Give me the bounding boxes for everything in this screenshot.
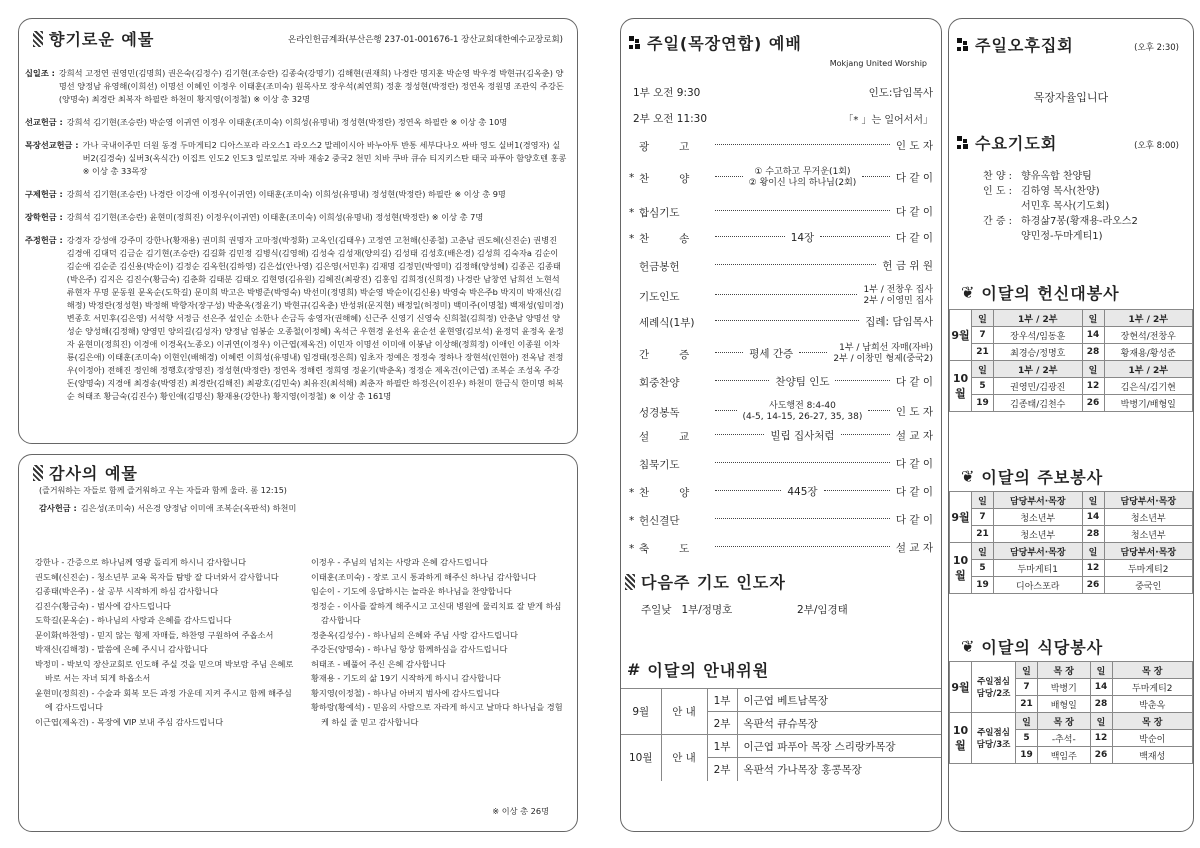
table-cell: 12	[1082, 560, 1104, 577]
table-cell: 백임주	[1038, 747, 1091, 764]
worship-item-leader: 다 같 이	[895, 514, 933, 526]
thanks-entry: 정정순 - 이사를 잘하게 해주시고 고신대 병원에 물리치료 잘 받게 하심 감사합니다	[311, 600, 562, 625]
wednesday-line-value: 김하영 목사(찬양)	[1021, 186, 1100, 197]
wednesday-line-key: 인 도 :	[983, 186, 1013, 197]
wednesday-line-value: 양민정-두마게티1)	[1021, 231, 1103, 242]
header-cell: 담당부서·목장	[1104, 543, 1193, 560]
hatch-icon	[625, 574, 635, 590]
afternoon-title: 주일오후집회	[957, 33, 1074, 56]
usher-row	[621, 689, 941, 712]
wednesday-lines	[983, 169, 1138, 244]
usher-name: 이근엽 베트남목장	[737, 689, 941, 712]
worship-item-label: 찬 송	[639, 233, 690, 245]
devotion-title: ❦ 이달의 헌신대봉사	[961, 283, 1120, 303]
worship-item-label: 세례식(1부)	[639, 317, 695, 329]
header-cell: 담당부서·목장	[994, 492, 1083, 509]
offering-category-label: 장학헌금 :	[25, 212, 63, 222]
flower-icon: ❦	[961, 467, 976, 486]
table-cell: 7	[972, 327, 994, 344]
cafeteria-table	[949, 661, 1193, 764]
table-cell: 박병기/배형일	[1104, 395, 1193, 412]
table-cell: 두마게티2	[1112, 679, 1192, 696]
thanks-left-col	[35, 555, 297, 729]
dept-cell	[972, 713, 1016, 764]
thanks-entry: 강한나 - 간증으로 하나님께 영광 돌리게 하시니 감사합니다	[35, 557, 246, 567]
table-header-row	[950, 662, 1193, 679]
dotted-leader	[715, 434, 764, 435]
stand-marker: *	[629, 486, 635, 499]
header-cell: 일	[972, 492, 994, 509]
table-cell: 황재용/황성준	[1104, 344, 1193, 361]
worship-item-leader: 다 같 이	[895, 171, 934, 184]
thanks-entry: 김진수(황금숙) - 범사에 감사드립니다	[35, 600, 171, 611]
usher-part: 1부	[707, 689, 737, 712]
offering-category-label: 십일조 :	[25, 68, 55, 78]
month-cell: 10월	[950, 713, 972, 764]
worship-item-label: 성경봉독	[639, 406, 680, 419]
worship-row	[629, 205, 933, 220]
thanks-entry: 박재신(김해정) - 말씀에 은혜 주시니 감사합니다	[35, 644, 208, 654]
hatch-icon	[33, 465, 43, 481]
month-cell: 10월	[950, 543, 972, 594]
flower-icon: ❦	[961, 283, 976, 302]
worship-row	[629, 315, 933, 330]
table-cell: 14	[1090, 679, 1112, 696]
dotted-leader	[715, 490, 781, 491]
table-cell: 12	[1082, 378, 1104, 395]
dotted-leader	[715, 236, 785, 237]
table-cell: 5	[972, 560, 994, 577]
header-cell: 목 장	[1112, 713, 1192, 730]
dotted-leader	[715, 410, 737, 411]
table-cell: 14	[1082, 327, 1104, 344]
table-cell: 7	[972, 509, 994, 526]
table-cell: 청소년부	[1104, 509, 1193, 526]
table-cell: 디아스포라	[994, 577, 1083, 594]
header-cell: 담당부서·목장	[994, 543, 1083, 560]
wednesday-line	[983, 214, 1138, 229]
table-cell: 청소년부	[994, 509, 1083, 526]
table-header-row	[950, 713, 1193, 730]
stand-marker: *	[629, 232, 635, 245]
ushers-title: # 이달의 안내위원	[627, 660, 770, 680]
dotted-leader	[715, 210, 890, 211]
offering-category	[25, 234, 567, 403]
thanks-entry: 주강돈(양명숙) - 하나님 항상 함께하심을 감사드립니다	[311, 644, 508, 654]
table-cell: 26	[1082, 395, 1104, 412]
thanks-entry: 허태조 - 베풀어 주신 은혜 감사합니다	[311, 658, 446, 669]
worship-item-detail: 빌립 집사처럼	[770, 430, 835, 442]
table-cell: 26	[1082, 577, 1104, 594]
worship-row	[629, 513, 933, 528]
wednesday-line-value: 하경삶7봉(황재용-라오스2	[1021, 216, 1138, 227]
table-cell: 21	[1016, 696, 1038, 713]
account-info: 온라인헌금계좌(부산은행 237-01-001676-1 장산교회대한예수교장로회)	[288, 35, 563, 45]
worship-item-label: 축 도	[639, 543, 690, 555]
table-cell: 배형일	[1038, 696, 1091, 713]
stand-note: 「* 」는 일어서서」	[843, 115, 933, 126]
usher-role: 안 내	[661, 735, 707, 781]
worship-item-leader: 설 교 자	[895, 542, 933, 554]
header-cell: 1부 / 2부	[994, 310, 1083, 327]
header-cell: 일	[1016, 713, 1038, 730]
usher-part: 1부	[707, 735, 737, 758]
worship-row	[629, 139, 933, 154]
offering-category-label: 구제헌금 :	[25, 189, 63, 199]
thanks-title: 감사의 예물	[33, 461, 138, 484]
afternoon-time: (오후 2:30)	[1134, 43, 1179, 53]
header-cell: 목 장	[1038, 662, 1091, 679]
table-row	[950, 378, 1193, 395]
table-cell: 19	[972, 395, 994, 412]
offering-category-names: 강희석 김기현(조승란) 윤현미(정희진) 이정우(이귀연) 이태훈(조미숙) 이희성(유명내) 정성현(박정란) ※ 이상 총 7명	[66, 212, 484, 222]
dotted-leader	[820, 236, 890, 237]
table-row	[950, 560, 1193, 577]
stand-marker: *	[629, 206, 635, 219]
header-cell: 일	[1082, 492, 1104, 509]
table-cell: 5	[972, 378, 994, 395]
offerings-box	[18, 18, 578, 444]
worship-row	[629, 343, 933, 365]
prayer-second: 2부/임경태	[797, 604, 848, 616]
month-cell: 9월	[950, 310, 972, 361]
worship-item-leader: 다 같 이	[895, 486, 934, 498]
dotted-leader	[715, 320, 859, 321]
thanks-entry: 황재용 - 기도의 삶 19기 시작하게 하시니 감사합니다	[311, 673, 501, 683]
offering-category-label: 선교헌금 :	[25, 117, 63, 127]
worship-item-leader: 1부 / 남희선 자매(자바) 2부 / 이창민 형제(중국2)	[833, 343, 934, 364]
thanks-offering-label: 감사헌금 :	[39, 503, 77, 513]
usher-part: 2부	[707, 712, 737, 735]
wednesday-line	[983, 169, 1138, 184]
prayer-first: 1부/정명호	[681, 604, 733, 616]
usher-name: 옥판석 가나목장 홍콩목장	[737, 758, 941, 781]
worship-row	[629, 375, 933, 390]
wednesday-line	[983, 229, 1138, 244]
wednesday-title: 수요기도회	[957, 131, 1057, 154]
worship-item-leader: 1부 / 전창우 집사 2부 / 이영민 집사	[863, 285, 933, 306]
worship-item-leader: 다 같 이	[895, 232, 933, 244]
table-cell: 26	[1090, 747, 1112, 764]
stand-marker: *	[629, 542, 635, 555]
dept-sub: 담당/3조	[976, 740, 1011, 750]
thanks-entry: 박정미 - 박보익 장산교회로 인도해 주실 것을 믿으며 박보람 주님 은혜로 바로 서는 자녀 되게 하옵소서	[35, 658, 294, 683]
wednesday-line-key	[983, 229, 1021, 244]
thanks-entry: 임순이 - 기도에 응답하시는 놀라운 하나님을 찬양합니다	[311, 586, 512, 596]
table-cell: 청소년부	[994, 526, 1083, 543]
header-cell: 일	[1090, 713, 1112, 730]
table-cell: 두마게티2	[1104, 560, 1193, 577]
worship-item-detail: 14장	[790, 232, 815, 244]
offering-category-names: 가나 국내이주민 더원 동경 두마게티2 디아스포라 라오스1 라오스2 말레이시아 바누아투 반통 세부다나오 싸바 영도 실버1(경영자) 실버2(김경숙) 실버3(옥식간) 이집트 인도2 인도3 일로일로 자바 재송2 중국2 천민 치바 쿠바 큐슈 티지키스탄 태국 파푸아 함양호텐 홍콩 ※ 이상 총 33목장	[82, 140, 567, 176]
usher-name: 옥판석 큐슈목장	[737, 712, 941, 735]
offering-category-names: 강희석 고정연 권영민(김명희) 권은숙(김정수) 김기현(조승란) 김종숙(강명기) 김해현(권재희) 나경란 명지훈 박순영 박우경 박현규(김옥춘) 양명선 양정남 유영해(이희선) 이명선 이혜인 이정우 이태훈(조미숙) 원목사모 장우석(최연희) 정훈 정성현(박정란) 정연옥 정원명 조관익 주강돈(양명숙) 최경란 최복자 하필란 하천미 황지영(이정철) ※ 이상 총 32명	[58, 68, 564, 104]
thanks-total: ※ 이상 총 26명	[492, 806, 549, 816]
dept-name: 주일점심	[977, 728, 1010, 738]
offering-category	[25, 211, 567, 224]
header-cell: 일	[1082, 543, 1104, 560]
table-cell: 19	[1016, 747, 1038, 764]
offering-category	[25, 139, 567, 178]
dotted-leader	[715, 294, 857, 295]
thanks-entry: 이정우 - 주님의 넘치는 사랑과 은혜 감사드립니다	[311, 557, 488, 567]
thanks-box	[18, 454, 578, 832]
first-service-leader: 인도:담임목사	[868, 87, 933, 99]
header-cell: 1부 / 2부	[994, 361, 1083, 378]
stand-marker: *	[629, 172, 635, 184]
thanks-entry: 윤현미(정희진) - 수술과 회복 모든 과정 가운데 지켜 주시고 함께 해주심에 감사드립니다	[35, 687, 292, 712]
dotted-leader	[862, 176, 890, 177]
table-cell: 21	[972, 526, 994, 543]
table-cell: 장우석/임동훈	[994, 327, 1083, 344]
ushers-box	[620, 652, 942, 832]
dotted-leader	[715, 546, 890, 547]
worship-row	[629, 231, 933, 246]
table-cell: -추석-	[1038, 730, 1091, 747]
worship-title: 주일(목장연합) 예배	[629, 31, 802, 54]
thanks-entry: 권도혜(신진순) - 청소년부 교육 목자들 탐방 잘 다녀와서 감사합니다	[35, 571, 279, 582]
square-bullet-icon	[629, 36, 641, 50]
cafeteria-title: ❦ 이달의 식당봉사	[961, 637, 1104, 657]
worship-item-detail: 평세 간증	[749, 347, 794, 360]
dotted-leader	[799, 352, 827, 353]
table-cell: 장현석/전창우	[1104, 327, 1193, 344]
header-cell: 일	[1090, 662, 1112, 679]
thanks-entry: 김종태(박은주) - 살 공부 시작하게 하심 감사합니다	[35, 586, 219, 596]
table-header-row	[950, 543, 1193, 560]
worship-row	[629, 457, 933, 472]
worship-box	[620, 18, 942, 576]
worship-row	[629, 285, 933, 307]
worship-item-label: 설 교	[639, 431, 690, 443]
table-cell: 28	[1082, 344, 1104, 361]
worship-item-detail: 445장	[787, 486, 818, 498]
usher-name: 이근엽 파푸아 목장 스리랑카목장	[737, 735, 941, 758]
table-header-row	[950, 310, 1193, 327]
dotted-leader	[715, 380, 769, 381]
table-cell: 김종태/김천수	[994, 395, 1083, 412]
dotted-leader	[715, 462, 890, 463]
usher-row	[621, 735, 941, 758]
worship-item-detail: 사도행전 8:4-40 (4-5, 14-15, 26-27, 35, 38)	[742, 401, 863, 422]
table-header-row	[950, 361, 1193, 378]
worship-item-label: 합심기도	[639, 207, 680, 219]
worship-item-leader: 설 교 자	[895, 430, 933, 442]
worship-item-label: 회중찬양	[639, 377, 680, 389]
table-cell: 백재성	[1112, 747, 1192, 764]
table-cell: 5	[1016, 730, 1038, 747]
table-cell: 21	[972, 344, 994, 361]
bulletin-title: ❦ 이달의 주보봉사	[961, 467, 1104, 487]
table-row	[950, 395, 1193, 412]
worship-row	[629, 401, 933, 423]
wednesday-line	[983, 199, 1138, 214]
dotted-leader	[824, 490, 890, 491]
afternoon-body: 목장자율입니다	[1033, 91, 1109, 104]
header-cell: 일	[972, 310, 994, 327]
table-cell: 박병기	[1038, 679, 1091, 696]
offering-category	[25, 116, 567, 129]
worship-item-label: 침묵기도	[639, 459, 680, 471]
header-cell: 일	[972, 543, 994, 560]
hash-icon: #	[627, 660, 642, 679]
usher-role: 안 내	[661, 689, 707, 735]
worship-item-detail: 찬양팀 인도	[775, 376, 830, 388]
table-cell: 두마게티1	[994, 560, 1083, 577]
dept-cell	[972, 662, 1016, 713]
thanks-entry: 황지영(이정철) - 하나님 아버지 범사에 감사드립니다	[311, 687, 500, 698]
table-cell: 권영민/김광진	[994, 378, 1083, 395]
table-cell: 김은식/김기현	[1104, 378, 1193, 395]
thanks-offering-names: 김은성(조미숙) 서은경 양정남 이미애 조복순(옥판석) 하천미	[80, 503, 297, 513]
dotted-leader	[835, 380, 889, 381]
worship-item-label: 헌신결단	[639, 515, 680, 527]
table-header-row	[950, 492, 1193, 509]
square-bullet-icon	[957, 38, 969, 52]
dotted-leader	[715, 264, 876, 265]
table-row	[950, 327, 1193, 344]
table-row	[950, 509, 1193, 526]
table-row	[950, 526, 1193, 543]
wednesday-line-key: 찬 양 :	[983, 171, 1013, 182]
thanks-verse: (즐거워하는 자들로 함께 즐거워하고 우는 자들과 함께 울라. 롬 12:15)	[39, 486, 287, 495]
table-cell: 28	[1090, 696, 1112, 713]
offering-categories	[25, 67, 567, 413]
worship-subtitle: Mokjang United Worship	[829, 59, 927, 68]
worship-item-label: 기도인도	[639, 290, 680, 303]
prayer-box	[620, 560, 942, 652]
offering-category	[25, 188, 567, 201]
first-service-time: 1부 오전 9:30	[633, 87, 701, 99]
wednesday-line-key	[983, 199, 1021, 214]
worship-item-label: 찬 양	[639, 172, 690, 185]
worship-row	[629, 485, 933, 500]
worship-row	[629, 429, 933, 444]
dotted-leader	[715, 518, 890, 519]
prayer-label: 주일낮	[641, 604, 672, 616]
header-cell: 1부 / 2부	[1104, 310, 1193, 327]
table-cell: 19	[972, 577, 994, 594]
worship-item-leader: 다 같 이	[895, 206, 933, 218]
header-cell: 일	[972, 361, 994, 378]
wednesday-line-value: 서민후 목사(기도회)	[1021, 201, 1110, 212]
usher-part: 2부	[707, 758, 737, 781]
worship-item-leader: 인 도 자	[895, 405, 933, 418]
dotted-leader	[715, 352, 743, 353]
month-cell: 9월	[950, 492, 972, 543]
offering-category-names: 강경자 강성애 강주미 강한나(황재용) 권미희 권명자 고마정(박정화) 고옥인(김태우) 고정연 고천해(신종철) 고춘남 권도혜(신진순) 권병진 김경애 김대덕 김금순 김기현(조승란) 김길화 김민정 김병식(김영해) 김성숙 김성재(양의길) 김성태 김성호(배은경) 김성희 김숙자a 김순이 김순애 김순준 김신용(박순이) 김정순 김옥헌(김하영) 김은섭(안나영) 김은영(서민후) 김재명 김정민(박영미) 김정해(양성혜) 김종곤 김종태(박은주) 김지은 김진수(황금숙) 김춘화 김태분 김태오 김현영(김유원) 김혜진(최광진) 김홍임 김희정(신희정) 나경란 남창연 남희선 노현석 류현자 무명 문동원 문옥순(도학길) 문미희 박고은 박병준(박영숙) 박선미(정명희) 박순영 박순이(김신용) 박영숙 박은주b 박지미 박재신(김해정) 박정란(정성현) 박정해 박향자(장구성) 박춘옥(정윤기) 박현규(김옥춘) 반성위(문지현) 배정일(허정미) 백미주(이명철) 백재성(임미경) 변종호 서민후(김은영) 서석향 서정금 선은주 설인순 소한나 손금득 송영자(권해혜) 신근주 신영기 신영숙 신희철(김희정) 안춘남 양명선 양성순 양성해(김정해) 양영민 양의길(김성자) 양정남 엄봉순 오종철(이정혜) 옥석근 우현경 윤선옥 윤순선 윤현영(김보석) 윤정덕 윤정옥 윤정자 윤현미(정희진) 이경애 이경옥(노종오) 이귀연(이정우) 이근엽(제옥건) 이민자 이명선 이미애 이봉남 이상해(정희정) 이애인 이종원 이차룡(김은애) 이태훈(조미숙) 이현인(배해경) 이혜련 이희성(유명내) 임경태(정은희) 임초자 정예은 정정숙 정하나 장현석(인현아) 전옥남 전정우(이정아) 전해진 정인해 정행호(장영진) 정성현(박정란) 정연옥 정해련 정희영 정윤기(박춘옥) 정정순 제옥건(이근엽) 조복순 조성옥 주강돈(양명숙) 지경애 최경송(박영진) 최경란(김해진) 최광호(김민숙) 최유진(최석해) 최춘자 하필란 하정은(이진우) 하천미 한금식 한미명 허복순 허태조 황금숙(김진수) 황인애(김명신) 황재용(강한나) 황지영(이정철) ※ 이상 총 161명	[66, 235, 564, 401]
header-cell: 일	[1082, 310, 1104, 327]
header-cell: 일	[1082, 361, 1104, 378]
offering-category-names: 강희석 김기현(조승란) 나경란 이강애 이정우(이귀연) 이태훈(조미숙) 이희성(유명내) 정성현(박정란) 하필란 ※ 이상 총 9명	[66, 189, 506, 199]
dotted-leader	[715, 176, 743, 177]
wednesday-line	[983, 184, 1138, 199]
offering-category-label: 주정헌금 :	[25, 235, 63, 245]
wednesday-line-key: 간 증 :	[983, 216, 1013, 227]
header-cell: 1부 / 2부	[1104, 361, 1193, 378]
worship-item-leader: 인 도 자	[895, 140, 933, 152]
table-cell: 7	[1016, 679, 1038, 696]
thanks-entry: 황하랑(황예석) - 믿음의 사람으로 자라게 하시고 날마다 하나님을 경험케 하실 줄 믿고 감사합니다	[311, 702, 563, 727]
worship-item-leader: 헌 금 위 원	[882, 260, 933, 272]
worship-item-leader: 집례: 담임목사	[865, 316, 933, 328]
thanks-entry: 문이화(하찬영) - 믿지 않는 형제 자매들, 하찬영 구원하여 주옵소서	[35, 629, 274, 640]
worship-item-leader: 다 같 이	[895, 458, 933, 470]
table-cell: 14	[1082, 509, 1104, 526]
table-cell: 12	[1090, 730, 1112, 747]
offering-category-names: 강희석 김기현(조승란) 박순영 이귀연 이정우 이태훈(조미숙) 이희성(유명내) 정성현(박정란) 정연옥 하필란 ※ 이상 총 10명	[66, 117, 508, 127]
worship-item-leader: 다 같 이	[895, 376, 934, 388]
thanks-right-col	[311, 555, 569, 729]
worship-row	[629, 541, 933, 556]
dept-name: 주일점심	[977, 677, 1010, 687]
table-cell: 28	[1082, 526, 1104, 543]
worship-item-label: 간 증	[639, 348, 690, 361]
header-cell: 목 장	[1112, 662, 1192, 679]
bulletin-table	[949, 491, 1193, 594]
offering-category-label: 목장선교헌금 :	[25, 140, 79, 150]
worship-item-detail: ① 수고하고 무거운(1회) ② 왕이신 나의 하나님(2회)	[748, 167, 857, 188]
offerings-title: 향기로운 예물	[33, 27, 154, 50]
table-cell: 박순이	[1112, 730, 1192, 747]
prayer-title: 다음주 기도 인도자	[625, 570, 786, 593]
worship-item-label: 찬 양	[639, 487, 690, 499]
wednesday-line-value: 향유옥합 찬양팀	[1021, 171, 1092, 182]
table-cell: 중국인	[1104, 577, 1193, 594]
devotion-table	[949, 309, 1193, 412]
second-service-time: 2부 오전 11:30	[633, 113, 708, 125]
dept-sub: 담당/2조	[976, 689, 1011, 699]
dotted-leader	[868, 410, 890, 411]
thanks-offering	[39, 503, 419, 514]
wednesday-time: (오후 8:00)	[1134, 141, 1179, 151]
thanks-entry: 이태훈(조미숙) - 장로 고시 통과하게 해주신 하나님 감사합니다	[311, 571, 537, 582]
offering-category	[25, 67, 567, 106]
thanks-entry: 도학길(문옥순) - 하나님의 사랑과 은혜를 감사드립니다	[35, 615, 232, 625]
ushers-table	[621, 688, 941, 781]
table-cell: 청소년부	[1104, 526, 1193, 543]
month-cell: 9월	[950, 662, 972, 713]
table-cell: 최경승/정명호	[994, 344, 1083, 361]
header-cell: 일	[1016, 662, 1038, 679]
stand-marker: *	[629, 514, 635, 527]
prayer-leaders-row	[641, 602, 732, 617]
hatch-icon	[33, 31, 43, 47]
thanks-entry: 이근엽(제옥건) - 목장에 VIP 보내 주심 감사드립니다	[35, 716, 224, 727]
flower-icon: ❦	[961, 637, 976, 656]
worship-row	[629, 259, 933, 274]
dotted-leader	[715, 144, 890, 145]
header-cell: 목 장	[1038, 713, 1091, 730]
month-cell: 10월	[950, 361, 972, 412]
usher-month: 10월	[621, 735, 661, 781]
table-row	[950, 344, 1193, 361]
worship-row	[629, 167, 933, 189]
worship-item-label: 광 고	[639, 141, 690, 153]
table-cell: 박춘옥	[1112, 696, 1192, 713]
header-cell: 담당부서·목장	[1104, 492, 1193, 509]
worship-item-label: 헌금봉헌	[639, 261, 680, 273]
dotted-leader	[841, 434, 890, 435]
thanks-entry: 정춘옥(김성수) - 하나님의 은혜와 주님 사랑 감사드립니다	[311, 629, 518, 640]
square-bullet-icon	[957, 136, 969, 150]
usher-month: 9월	[621, 689, 661, 735]
right-box	[948, 18, 1194, 832]
table-row	[950, 577, 1193, 594]
